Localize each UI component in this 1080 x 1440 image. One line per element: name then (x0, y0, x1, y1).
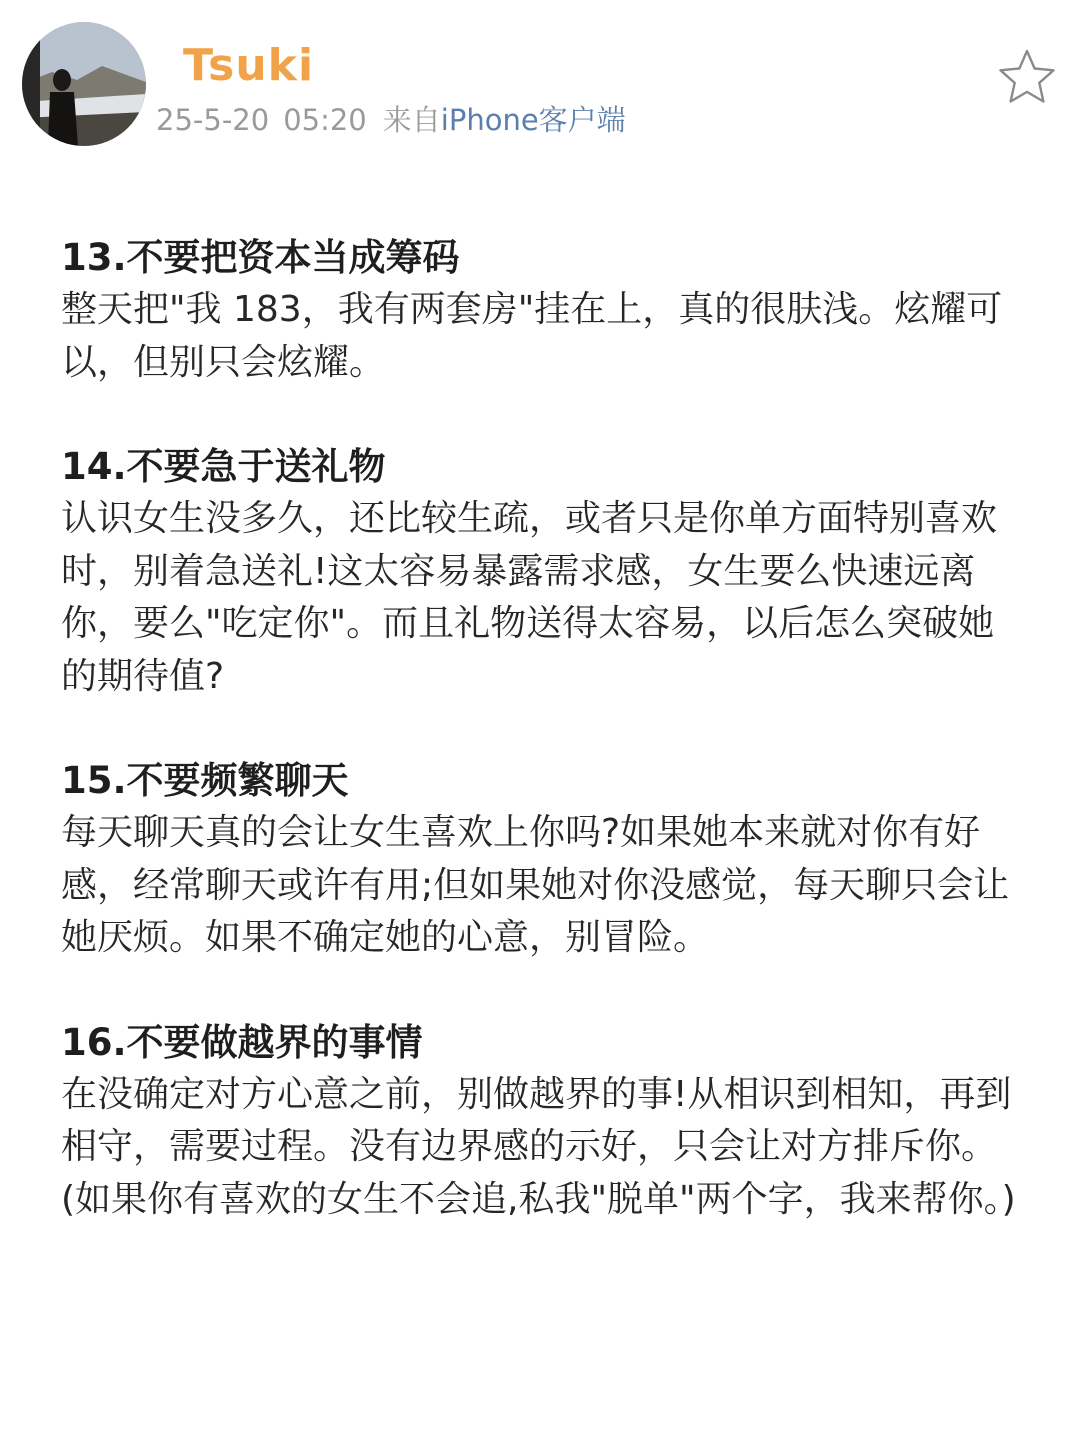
post-date: 25-5-20 (156, 103, 270, 137)
tip-title: 16.不要做越界的事情 (61, 1020, 423, 1064)
avatar-photo (22, 22, 146, 146)
source-prefix: 来自 (382, 103, 441, 137)
author-name[interactable]: Tsuki (183, 40, 315, 91)
avatar[interactable] (22, 22, 146, 146)
tip-section-16 (61, 1017, 1026, 1227)
tip-body: 整天把"我 183，我有两套房"挂在上，真的很肤浅。炫耀可以，但别只会炫耀。 (61, 289, 1003, 383)
tip-section-15 (61, 755, 1026, 965)
post-meta (156, 101, 626, 139)
tip-section-13 (61, 232, 1026, 389)
favorite-button[interactable] (998, 48, 1056, 106)
tip-title: 13.不要把资本当成筹码 (61, 236, 460, 279)
tip-body: 每天聊天真的会让女生喜欢上你吗?如果她本来就对你有好感，经常聊天或许有用;但如果她对你没感觉，每天聊只会让她厌烦。如果不确定她的心意，别冒险。 (61, 812, 1010, 958)
post-content (61, 232, 1026, 1278)
tip-body: 在没确定对方心意之前，别做越界的事!从相识到相知，再到相守，需要过程。没有边界感的示好，只会让对方排斥你。(如果你有喜欢的女生不会追,私我"脱单"两个字，我来帮你。) (61, 1073, 1016, 1220)
post-time: 05:20 (283, 103, 367, 137)
tip-body: 认识女生没多久，还比较生疏，或者只是你单方面特别喜欢时，别着急送礼!这太容易暴露需求感，女生要么快速远离你，要么"吃定你"。而且礼物送得太容易，以后怎么突破她的期待值? (61, 498, 998, 697)
tip-title: 14.不要急于送礼物 (61, 445, 386, 488)
post-header (0, 0, 1080, 170)
source-client[interactable]: iPhone客户端 (440, 103, 626, 137)
star-outline-icon (998, 48, 1056, 106)
tip-section-14 (61, 441, 1026, 703)
tip-title: 15.不要频繁聊天 (61, 759, 349, 802)
